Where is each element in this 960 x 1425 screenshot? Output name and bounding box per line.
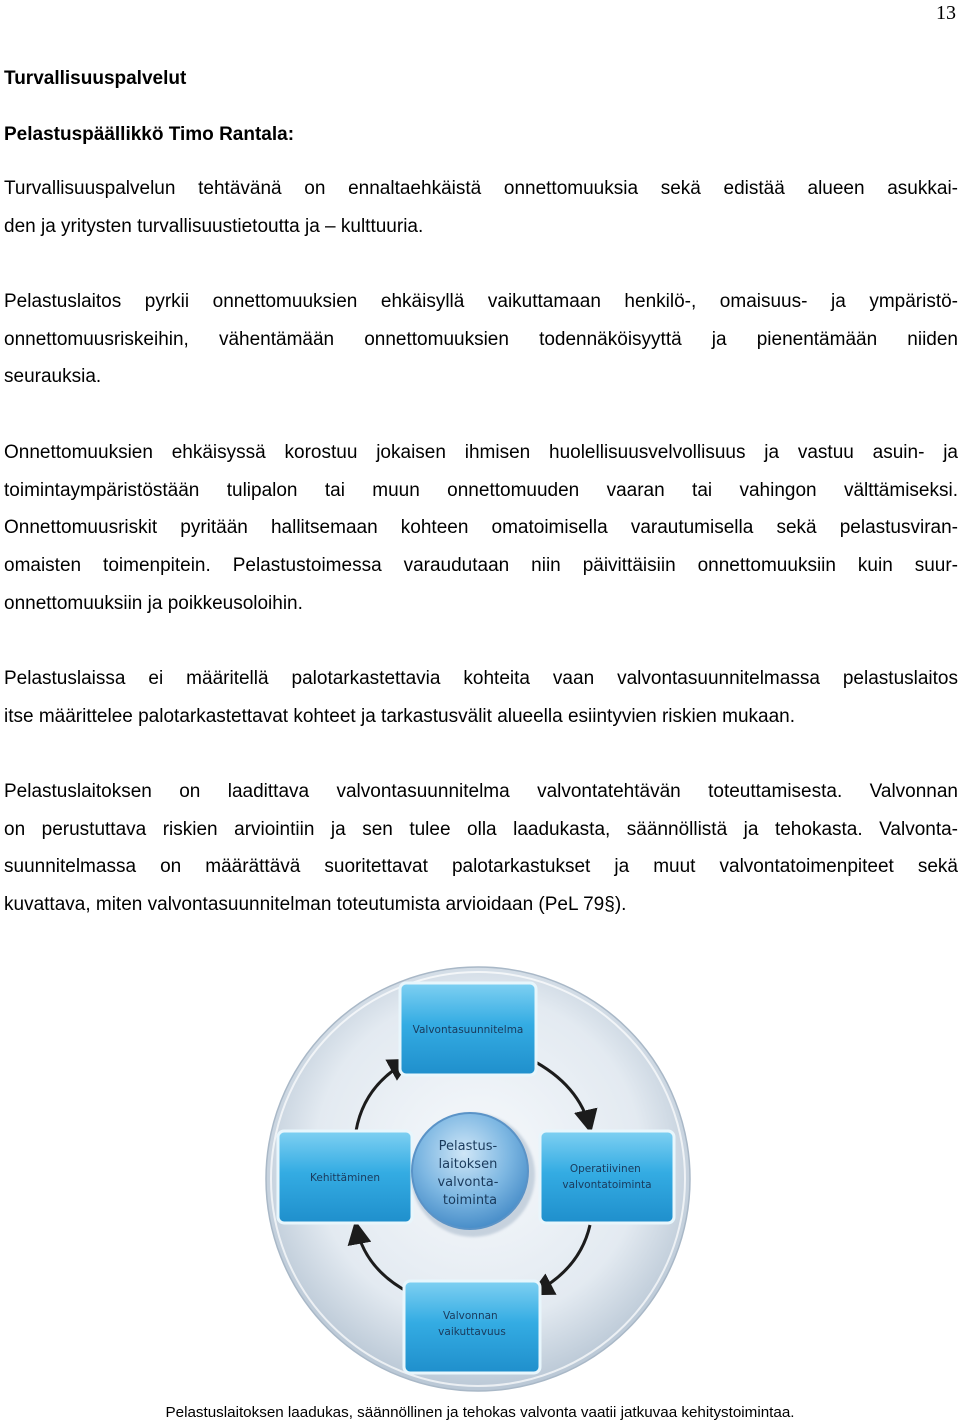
paragraph-5-line-3: suunnitelmassa on määrättävä suoritettavat palotarkastukset ja muut valvontatoimenpiteet sekä [4, 856, 958, 878]
right-box-label-line-2: valvontatoiminta [562, 1179, 652, 1191]
paragraph-3-line-3: Onnettomuusriskit pyritään hallitsemaan kohteen omatoimisella varautumisella sekä pelastusviran- [4, 517, 958, 539]
left-box-label [310, 1172, 380, 1184]
page-number: 13 [936, 2, 956, 24]
paragraph-5-line-1: Pelastuslaitoksen on laadittava valvontasuunnitelma valvontatehtävän toteuttamisesta. Valvonnan [4, 781, 958, 802]
valvonta-cycle-diagram [258, 963, 698, 1395]
paragraph-3-line-1: Onnettomuuksien ehkäisyssä korostuu jokaisen ihmisen huolellisuusvelvollisuus ja vastuu asuin- ja [4, 442, 958, 463]
right-box-label-line-1: Operatiivinen [569, 1163, 641, 1175]
center-label-line-2: laitoksen [438, 1157, 498, 1172]
paragraph-5-line-4: kuvattava, miten valvontasuunnitelman toteutumista arvioidaan (PeL 79§). [4, 894, 627, 916]
page-footer: Pelastuslaitoksen laadukas, säännöllinen ja tehokas valvonta vaatii jatkuvaa kehitystoimintaa. [165, 1404, 795, 1421]
paragraph-3-line-4: omaisten toimenpitein. Pelastustoimessa varaudutaan niin päivittäisiin onnettomuuksiin kuin suur- [4, 555, 958, 577]
box-right [540, 1131, 674, 1223]
paragraph-1 [4, 170, 958, 245]
paragraph-1-line-2: den ja yritysten turvallisuustietoutta ja – kulttuuria. [4, 215, 424, 237]
center-label-line-1: Pelastus- [438, 1139, 498, 1154]
paragraph-4-line-2: itse määrittelee palotarkastettavat kohteet ja tarkastusvälit alueella esiintyvien riskien mukaan. [4, 705, 796, 727]
paragraph-2-line-3: seurauksia. [4, 366, 102, 388]
bottom-box-label-line-2: vaikuttavuus [438, 1326, 506, 1338]
top-box-label-line-1: Valvontasuunnitelma [412, 1024, 524, 1036]
paragraph-3-line-5: onnettomuuksiin ja poikkeusoloihin. [4, 592, 303, 614]
top-box-label [413, 1024, 524, 1036]
section-subtitle: Pelastuspäällikkö Timo Rantala: [4, 124, 295, 145]
paragraph-2-line-1: Pelastuslaitos pyrkii onnettomuuksien ehkäisyllä vaikuttamaan henkilö-, omaisuus- ja ympäristö- [4, 291, 958, 312]
paragraph-5 [4, 773, 958, 924]
center-label-line-3: valvonta- [437, 1175, 499, 1190]
paragraph-4-line-1: Pelastuslaissa ei määritellä palotarkastettavia kohteita vaan valvontasuunnitelmassa pelastuslaitos [4, 668, 958, 689]
paragraph-5-line-2: on perustuttava riskien arviointiin ja sen tulee olla laadukasta, säännöllistä ja tehokasta. Valvonta- [4, 818, 958, 840]
left-box-label-line-1: Kehittäminen [310, 1172, 380, 1184]
bottom-box-label-line-1: Valvonnan [442, 1310, 498, 1322]
paragraph-2-line-2: onnettomuusriskeihin, vähentämään onnettomuuksien todennäköisyyttä ja pienentämään niiden [4, 328, 958, 350]
paragraph-1-line-1: Turvallisuuspalvelun tehtävänä on ennaltaehkäistä onnettomuuksia sekä edistää alueen asukkai- [4, 178, 958, 199]
center-label-line-4: toiminta [442, 1193, 498, 1208]
paragraph-4 [4, 660, 958, 735]
section-title: Turvallisuuspalvelut [4, 68, 187, 89]
paragraph-3-line-2: toimintaympäristöstään tulipalon tai muun onnettomuuden vaaran tai vahingon välttämiseksi. [4, 479, 958, 501]
paragraph-2 [4, 283, 958, 396]
paragraph-3 [4, 434, 958, 623]
